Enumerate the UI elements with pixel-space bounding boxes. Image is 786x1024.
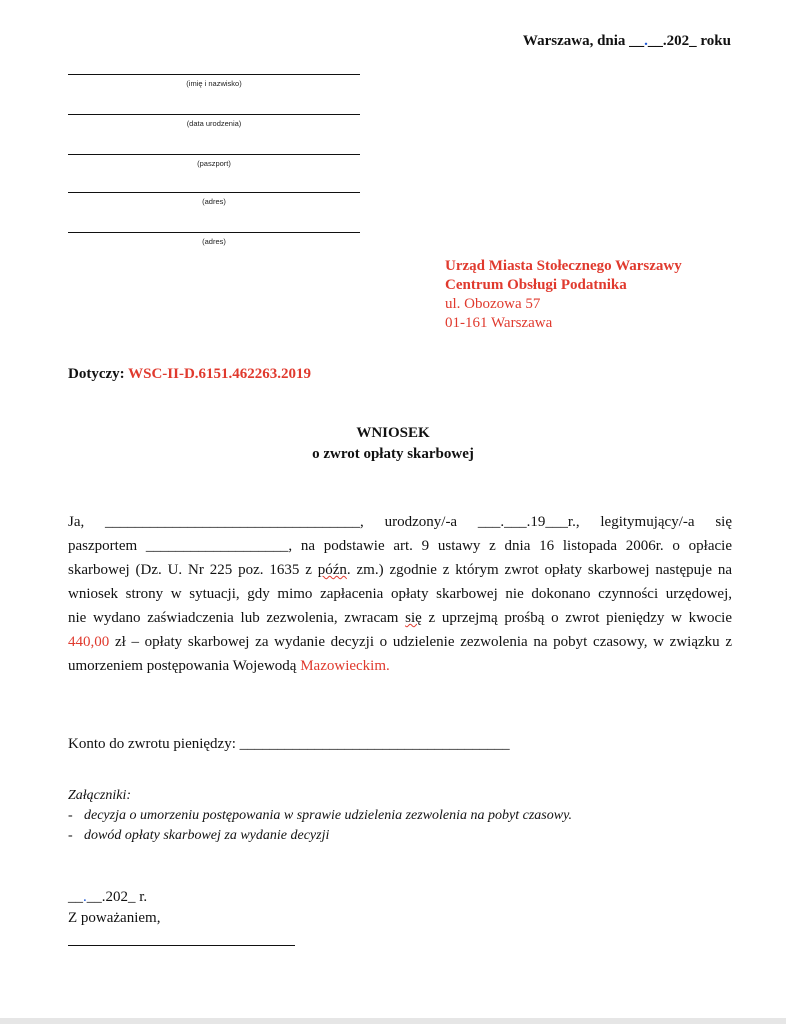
body-line: paszportem ___________________, na podstawie art. 9 ustawy z dnia 16 listopada 2006r. o opłacie — [68, 538, 732, 554]
spellcheck-word: późn — [317, 562, 347, 578]
birthdate-field-label: (data urodzenia) — [186, 119, 242, 128]
viewer-bottom-bar — [0, 1018, 786, 1024]
reference-number: WSC-II-D.6151.462263.2019 — [128, 366, 312, 382]
spellcheck-word: się — [405, 610, 422, 626]
address-field-line-1 — [68, 192, 360, 193]
body-line: Ja, __________________________________, urodzony/-a ___.___.19___r., legitymujący/-a się — [68, 514, 732, 530]
address-field-line-2 — [68, 232, 360, 233]
signature-date: __.__.202_ r. — [68, 889, 148, 905]
date-dot: . — [644, 33, 648, 49]
passport-field-line — [68, 154, 360, 155]
birthdate-field-line — [68, 114, 360, 115]
place-date-prefix: Warszawa, dnia — [522, 33, 630, 49]
recipient-department: Centrum Obsługi Podatnika — [445, 277, 627, 293]
body-paragraph — [68, 510, 732, 678]
body-line: 440,00 zł – opłaty skarbowej za wydanie decyzji o udzielenie zezwolenia na pobyt czasowy, w związku z — [68, 634, 732, 650]
day-blank: __ — [629, 33, 645, 49]
year-suffix: .202_ roku — [662, 33, 731, 49]
document-title: WNIOSEK — [356, 425, 430, 441]
attachment-item: - dowód opłaty skarbowej za wydanie decyzji — [68, 828, 330, 843]
fee-amount: 440,00 — [68, 634, 110, 650]
body-line: skarbowej (Dz. U. Nr 225 poz. 1635 z późn. zm.) zgodnie z którym zwrot opłaty skarbowej następuje na — [68, 562, 733, 578]
address-field-label-1: (adres) — [202, 197, 226, 206]
place-date-header — [523, 33, 731, 50]
address-field-label-2: (adres) — [202, 237, 226, 246]
voivode-name: Mazowieckim. — [300, 658, 390, 674]
subject-label: Dotyczy: — [68, 366, 129, 382]
attachments-heading: Załączniki: — [68, 788, 131, 803]
closing-regards: Z poważaniem, — [68, 910, 161, 926]
passport-field-label: (paszport) — [197, 159, 231, 168]
signature-line — [68, 945, 295, 946]
month-blank: __ — [647, 33, 663, 49]
name-field-label: (imię i nazwisko) — [186, 79, 242, 88]
body-line: umorzeniem postępowania Wojewodą Mazowieckim. — [68, 658, 390, 674]
bank-account-line: Konto do zwrotu pieniędzy: ____________________________________ — [68, 736, 510, 752]
body-line: wniosek strony w sytuacji, gdy mimo zapłacenia opłaty skarbowej nie dokonano czynności urzędowej, — [68, 586, 732, 602]
attachment-item: - decyzja o umorzeniu postępowania w sprawie udzielenia zezwolenia na pobyt czasowy. — [68, 808, 573, 823]
document-subtitle: o zwrot opłaty skarbowej — [312, 446, 474, 462]
name-field-line — [68, 74, 360, 75]
recipient-city: 01-161 Warszawa — [445, 315, 553, 331]
subject-reference — [68, 366, 311, 383]
recipient-block — [445, 257, 682, 333]
attachments-section — [68, 786, 572, 846]
recipient-street: ul. Obozowa 57 — [445, 296, 541, 312]
recipient-office: Urząd Miasta Stołecznego Warszawy — [445, 258, 682, 274]
body-line: nie wydano zaświadczenia lub zezwolenia, zwracam się z uprzejmą prośbą o zwrot pieniędzy w kwocie — [68, 610, 732, 626]
